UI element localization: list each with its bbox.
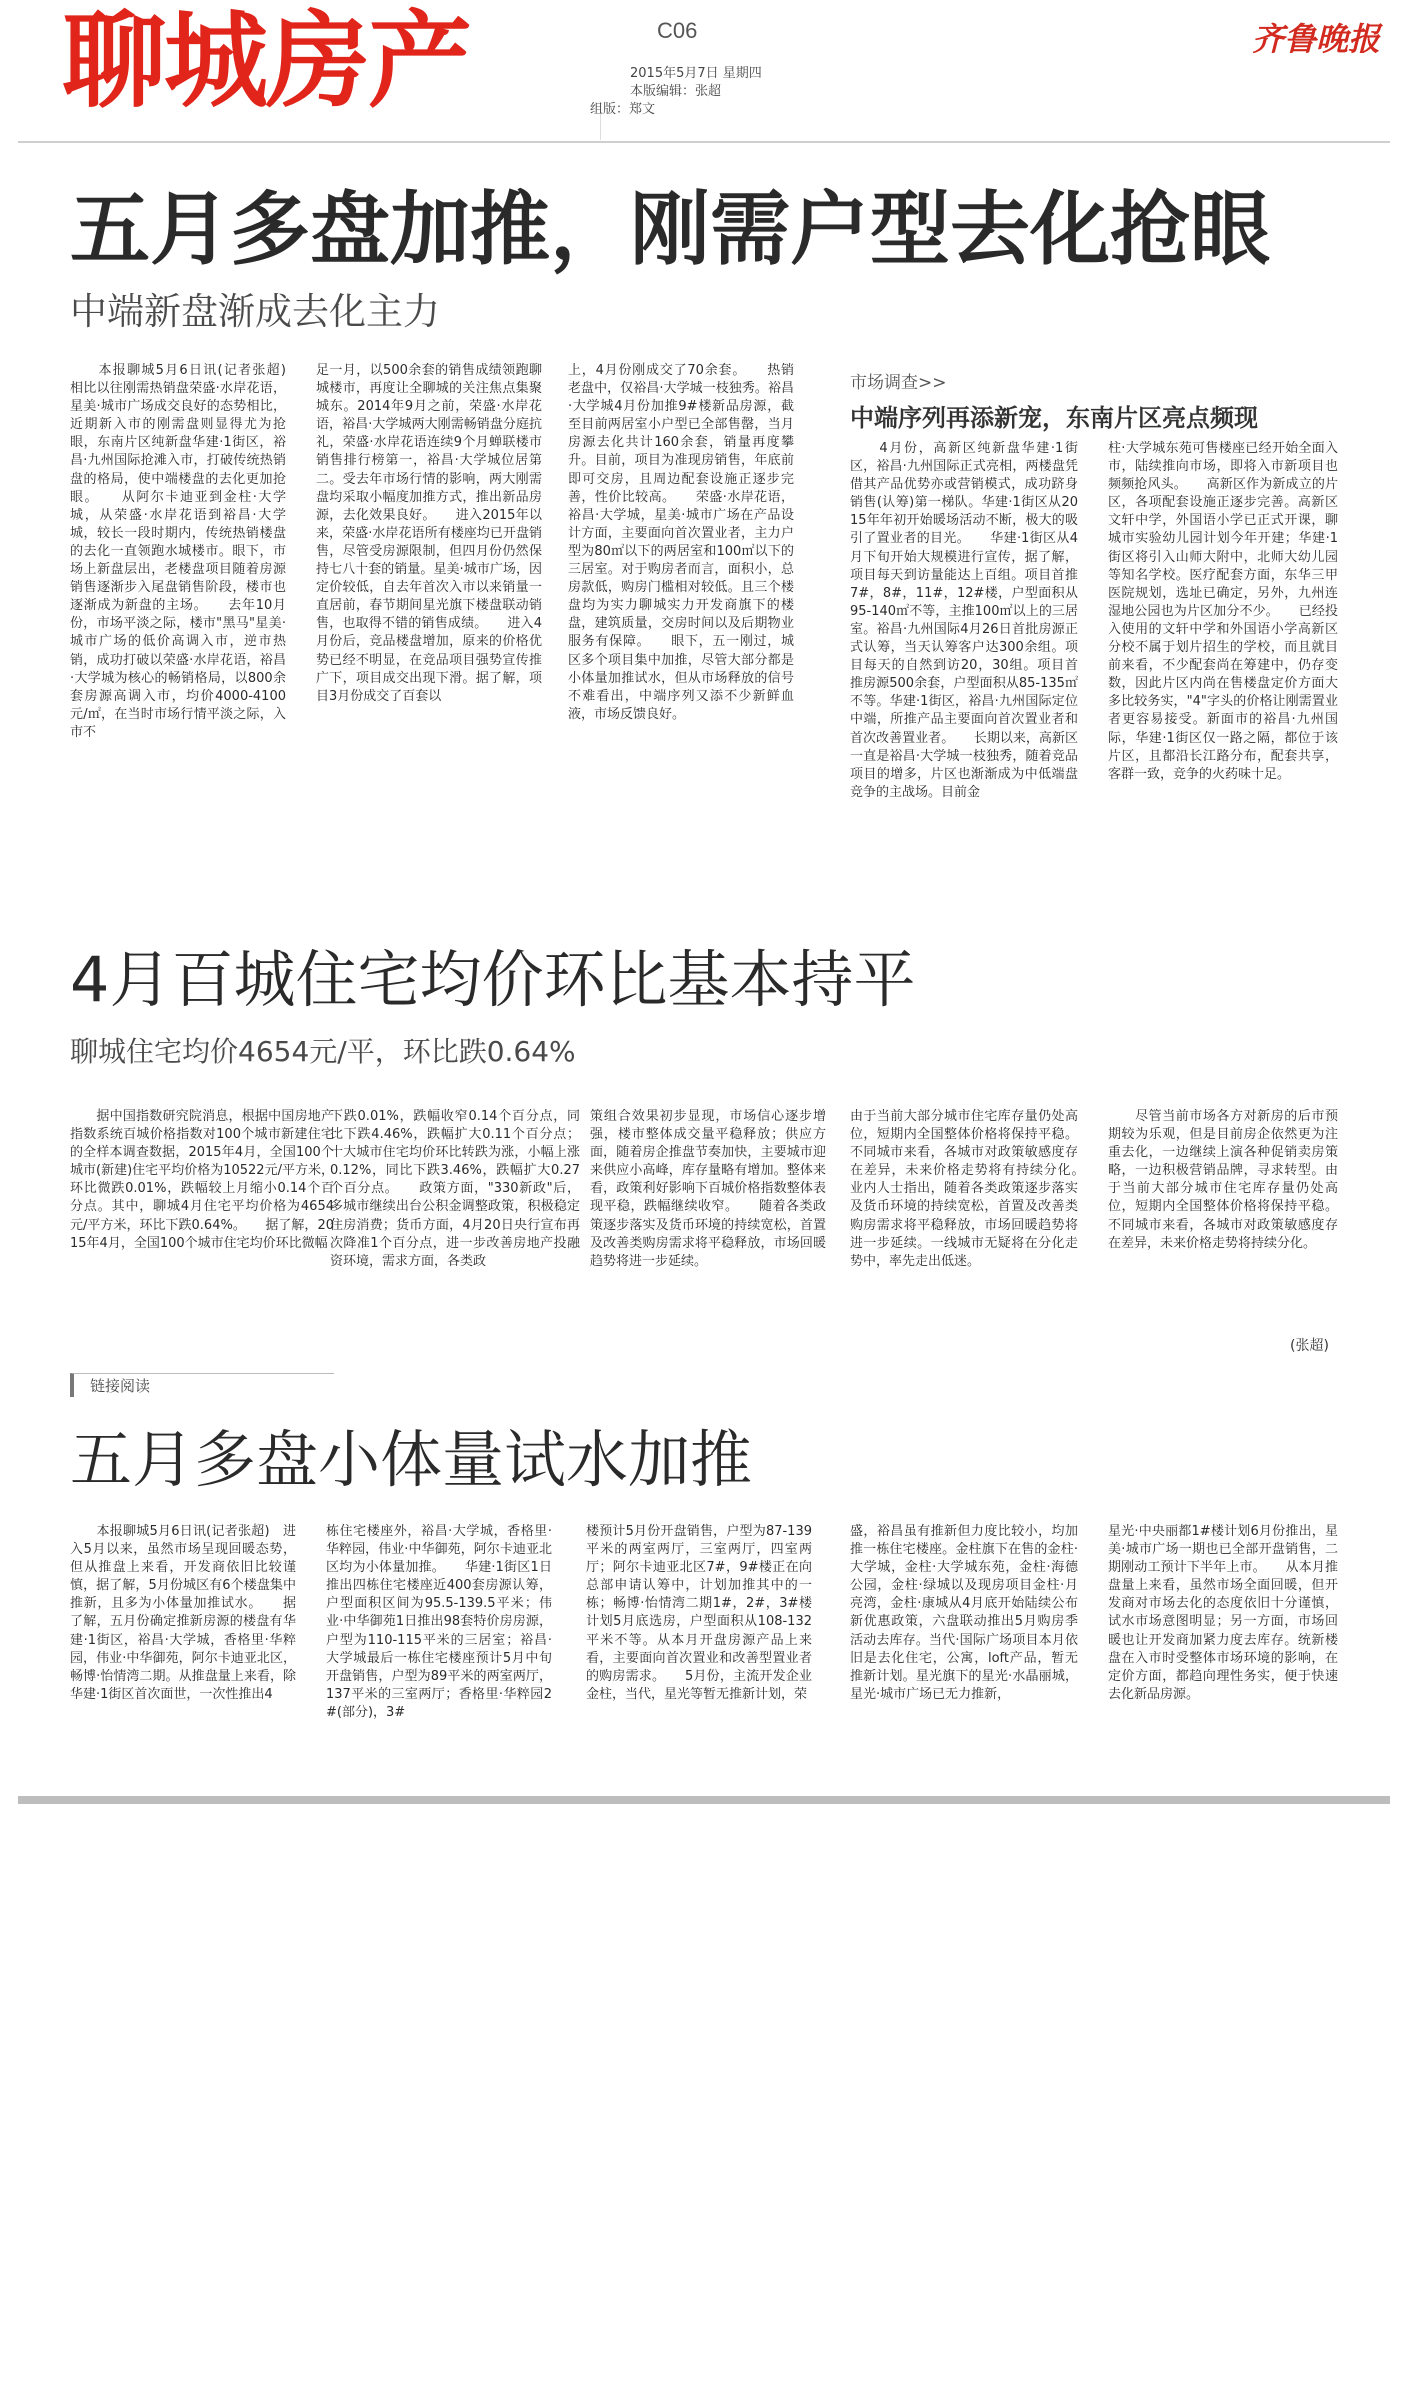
market-survey-label: 市场调查>>: [850, 373, 947, 393]
page-number: C06: [657, 18, 698, 43]
masthead-title: 聊城房产: [62, 0, 471, 122]
page-editor: 本版编辑：张超: [630, 84, 722, 99]
article3-column-5: 星光·中央丽都1#楼计划6月份推出，星美·城市广场一期也已全部开盘销售，二期刚动工预计下半年上市。 从本月推盘量上来看，虽然市场全面回暖，但开发商对市场去化的态度依旧十分谨慎，试水市场意图明显；另一方面，市场回暖也让开发商加紧力度去库存。统新楼盘在入市时受整体市场环境的影响，在定价方面，都趋向理性务实，便于快速去化新品房源。: [1108, 1524, 1338, 1702]
related-reading-label: 链接阅读: [70, 1373, 334, 1397]
market-survey-title: 中端序列再添新宠，东南片区亮点频现: [850, 404, 1258, 432]
article1-column-4: 4月份，高新区纯新盘华建·1街区，裕昌·九州国际正式亮相，两楼盘凭借其产品优势亦或营销模式，成功跻身销售(认筹)第一梯队。华建·1街区从2015年年初开始暖场活动不断，极大的吸引了置业者的目光。 华建·1街区从4月下旬开始大规模进行宣传，据了解，项目每天到访量能达上百组。项目首推7#，8#，11#，12#楼，户型面积从95-140㎡不等，主推100㎡以上的三居室。裕昌·九州国际4月26日首批房源正式认筹，当天认筹客户达300余组。项目每天的自然到访20，30组。项目首推房源500余套，户型面积从85-135㎡不等。华建·1街区，裕昌·九州国际定位中端，所推产品主要面向首次置业者和首次改善置业者。 长期以来，高新区一直是裕昌·大学城一枝独秀，随着竞品项目的增多，片区也渐渐成为中低端盘竞争的主战场。目前金: [850, 441, 1078, 800]
article2-byline: (张超): [1290, 1338, 1329, 1354]
article2-headline: 4月百城住宅均价环比基本持平: [70, 943, 916, 1016]
article3-column-4: 盛，裕昌虽有推新但力度比较小，均加推一栋住宅楼座。金柱旗下在售的金柱·大学城，金柱·大学城东苑，金柱·海德公园，金柱·绿城以及现房项目金柱·月亮湾，金柱·康城从4月底开始陆续公布新优惠政策，六盘联动推出5月购房季活动去库存。当代·国际广场项目本月依旧是去化住宅，公寓，loft产品，暂无推新计划。星光旗下的星光·水晶丽城，星光·城市广场已无力推新，: [850, 1524, 1078, 1702]
footer-rule: [18, 1796, 1390, 1804]
article3-column-3: 楼预计5月份开盘销售，户型为87-139平米的两室两厅，三室两厅，四室两厅；阿尔卡迪亚北区7#，9#楼正在向总部申请认筹中，计划加推其中的一栋；畅博·怡情湾二期1#，2#，3#楼计划5月底选房，户型面积从108-132平米不等。从本月开盘房源产品上来看，主要面向首次置业和改善型置业者的购房需求。 5月份，主流开发企业金柱，当代，星光等暂无推新计划，荣: [586, 1524, 812, 1702]
article2-column-1: 据中国指数研究院消息，根据中国房地产指数系统百城价格指数对100个城市新建住宅的全样本调查数据，2015年4月，全国100个城市(新建)住宅平均价格为10522元/平方米，环比微跌0.01%，跌幅较上月缩小0.14个百分点。其中，聊城4月住宅平均价格为4654元/平方米，环比下跌0.64%。 据了解，2015年4月，全国100个城市住宅均价环比微幅: [70, 1109, 334, 1251]
article1-column-3: 上，4月份刚成交了70余套。 热销老盘中，仅裕昌·大学城一枝独秀。裕昌·大学城4月份加推9#楼新品房源，截至目前两居室小户型已全部售罄，当月房源去化共计160余套，销量再度攀升。目前，项目为准现房销售，年底前即可交房，且周边配套设施正逐步完善，性价比较高。 荣盛·水岸花语，裕昌·大学城，星美·城市广场在产品设计方面，主要面向首次置业者，主力户型为80㎡以下的两居室和100㎡以下的三居室。对于购房者而言，面积小，总房款低，购房门槛相对较低。且三个楼盘均为实力聊城实力开发商旗下的楼盘，建筑质量，交房时间以及后期物业服务有保障。 眼下，五一刚过，城区多个项目集中加推，尽管大部分都是小体量加推试水，但从市场释放的信号不难看出，中端序列又添不少新鲜血液，市场反馈良好。: [568, 363, 794, 722]
article3-headline: 五月多盘小体量试水加推: [70, 1423, 753, 1496]
article3-column-1: 本报聊城5月6日讯(记者张超) 进入5月以来，虽然市场呈现回暖态势，但从推盘上来看，开发商依旧比较谨慎，据了解，5月份城区有6个楼盘集中推新，且多为小体量加推试水。 据了解，五月份确定推新房源的楼盘有华建·1街区，裕昌·大学城，香格里·华粹园，伟业·中华御苑，阿尔卡迪亚北区，畅博·怡情湾二期。从推盘量上来看，除华建·1街区首次面世，一次性推出4: [70, 1524, 296, 1702]
header-rule: [18, 141, 1390, 143]
page-layout-credit: 组版：郑文: [590, 102, 656, 117]
article2-column-5: 尽管当前市场各方对新房的后市预期较为乐观，但是目前房企依然更为注重去化，一边继续上演各种促销卖房策略，一边积极营销品牌，寻求转型。由于当前大部分城市住宅库存量仍处高位，短期内全国整体价格将保持平稳。不同城市来看，各城市对政策敏感度存在差异，未来价格走势将持续分化。: [1108, 1109, 1338, 1251]
newspaper-logo: 齐鲁晚报: [1252, 20, 1381, 58]
article1-column-2: 足一月，以500余套的销售成绩领跑聊城楼市，再度让全聊城的关注焦点集聚城东。2014年9月之前，荣盛·水岸花语，裕昌·大学城两大刚需畅销盘分庭抗礼，荣盛·水岸花语连续9个月蝉联楼市销售排行榜第一，裕昌·大学城位居第二。受去年市场行情的影响，两大刚需盘均采取小幅度加推方式，推出新品房源，去化效果良好。 进入2015年以来，荣盛·水岸花语所有楼座均已开盘销售，尽管受房源限制，但四月份仍然保持七八十套的销量。星美·城市广场，因定价较低，自去年首次入市以来销量一直居前，春节期间星光旗下楼盘联动销售，也取得不错的销售成绩。 进入4月份后，竞品楼盘增加，原来的价格优势已经不明显，在竞品项目强势宣传推广下，项目成交出现下滑。据了解，项目3月份成交了百套以: [316, 363, 542, 704]
issue-date: 2015年5月7日 星期四: [630, 66, 762, 81]
article1-headline: 五月多盘加推，刚需户型去化抢眼: [70, 183, 1270, 276]
article2-column-2: 下跌0.01%，跌幅收窄0.14个百分点，同比下跌4.46%，跌幅扩大0.11个百分点；十大城市住宅均价环比转跌为涨，小幅上涨0.12%，同比下跌3.46%，跌幅扩大0.27个百分点。 政策方面，"330新政"后，多城市继续出台公积金调整政策，积极稳定住房消费；货币方面，4月20日央行宣布再次降准1个百分点，进一步改善房地产投融资环境，需求方面，各类政: [330, 1109, 580, 1269]
article2-column-3: 策组合效果初步显现，市场信心逐步增强，楼市整体成交量平稳释放；供应方面，随着房企推盘节奏加快，主要城市迎来供应小高峰，库存量略有增加。整体来看，政策利好影响下百城价格指数整体表现平稳，跌幅继续收窄。 随着各类政策逐步落实及货币环境的持续宽松，首置及改善类购房需求将平稳释放，市场回暖趋势将进一步延续。: [590, 1109, 826, 1269]
article1-column-1: 本报聊城5月6日讯(记者张超) 相比以往刚需热销盘荣盛·水岸花语，星美·城市广场成交良好的态势相比，近期新入市的刚需盘则显得尤为抢眼，东南片区纯新盘华建·1街区，裕昌·九州国际抢滩入市，打破传统热销盘的格局，使中端楼盘的去化更加抢眼。 从阿尔卡迪亚到金柱·大学城，从荣盛·水岸花语到裕昌·大学城，较长一段时期内，传统热销楼盘的去化一直领跑水城楼市。眼下，市场上新盘层出，老楼盘项目随着房源销售逐渐步入尾盘销售阶段，楼市也逐渐成为新盘的主场。 去年10月份，市场平淡之际，楼市"黑马"星美·城市广场的低价高调入市，逆市热销，成功打破以荣盛·水岸花语，裕昌·大学城为核心的畅销格局，以800余套房源高调入市，均价4000-4100元/㎡，在当时市场行情平淡之际，入市不: [70, 363, 300, 740]
article2-subheadline: 聊城住宅均价4654元/平，环比跌0.64%: [70, 1035, 576, 1068]
article1-subheadline: 中端新盘渐成去化主力: [70, 290, 440, 333]
article1-column-5: 柱·大学城东苑可售楼座已经开始全面入市，陆续推向市场，即将入市新项目也频频抢风头。 高新区作为新成立的片区，各项配套设施正逐步完善。高新区文轩中学，外国语小学已正式开课，聊城市实验幼儿园计划今年开建；华建·1街区将引入山师大附中，北师大幼儿园等知名学校。医疗配套方面，东华三甲医院规划，选址已确定，另外，九州连湿地公园也为片区加分不少。 已经投入使用的文轩中学和外国语小学高新区分校不属于划片招生的学校，而且就目前来看，不少配套尚在筹建中，仍存变数，因此片区内尚在售楼盘定价方面大多比较务实，"4"字头的价格让刚需置业者更容易接受。新面市的裕昌·九州国际，华建·1街区仅一路之隔，都位于该片区，且都沿长江路分布，配套共享，客群一致，竞争的火药味十足。: [1108, 441, 1338, 782]
article2-column-4: 由于当前大部分城市住宅库存量仍处高位，短期内全国整体价格将保持平稳。不同城市来看，各城市对政策敏感度存在差异，未来价格走势将有持续分化。 业内人士指出，随着各类政策逐步落实及货币环境的持续宽松，首置及改善类购房需求将平稳释放，市场回暖趋势将进一步延续。一线城市无疑将在分化走势中，率先走出低迷。: [850, 1109, 1105, 1269]
article3-column-2: 栋住宅楼座外，裕昌·大学城，香格里·华粹园，伟业·中华御苑，阿尔卡迪亚北区均为小体量加推。 华建·1街区1日推出四栋住宅楼座近400套房源认筹，户型面积区间为95.5-139.5平米；伟业·中华御苑1日推出98套特价房房源，户型为110-115平米的三居室；裕昌·大学城最后一栋住宅楼座预计5月中旬开盘销售，户型为89平米的两室两厅，137平米的三室两厅；香格里·华粹园2#(部分)，3#: [326, 1524, 552, 1720]
